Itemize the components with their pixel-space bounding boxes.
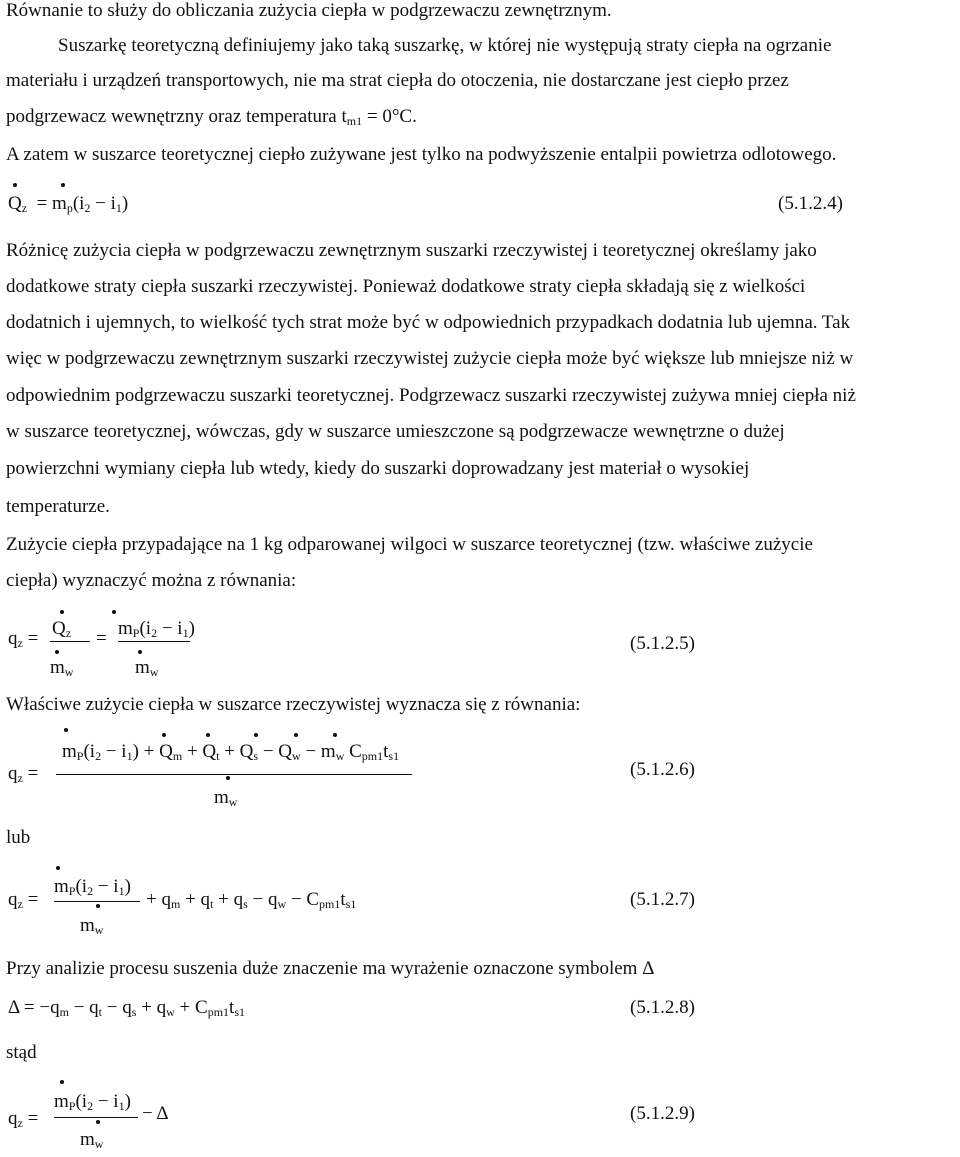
equation-number: (5.1.2.9) xyxy=(630,1103,695,1124)
connector-lub: lub xyxy=(6,827,31,848)
para1-line3: podgrzewacz wewnętrzny oraz temperatura $t_{m1} = 0^\circ C$. xyxy=(6,106,417,128)
equation-number: (5.1.2.8) xyxy=(630,997,695,1018)
equation-number: (5.1.2.5) xyxy=(630,633,695,654)
para2-line: A zatem w suszarce teoretycznej ciepło zużywane jest tylko na podwyższenie entalpii powietrza odlotowego. xyxy=(6,144,837,165)
equation-number: (5.1.2.4) xyxy=(778,193,843,214)
equation-number: (5.1.2.6) xyxy=(630,759,695,780)
para5-line: Właściwe zużycie ciepła w suszarce rzeczywistej wyznacza się z równania: xyxy=(6,694,581,715)
connector-stad: stąd xyxy=(6,1042,37,1063)
equation-number: (5.1.2.7) xyxy=(630,889,695,910)
para4-line2: ciepła) wyznaczyć można z równania: xyxy=(6,570,297,591)
para1-line2: materiału i urządzeń transportowych, nie ma strat ciepła do otoczenia, nie dostarczane jest ciepło przez xyxy=(6,70,789,91)
intro-line: Równanie to służy do obliczania zużycia ciepła w podgrzewaczu zewnętrznym. xyxy=(6,0,612,21)
para6-line: Przy analizie procesu suszenia duże znaczenie ma wyrażenie oznaczone symbolem Δ xyxy=(6,958,655,979)
para1-line1: Suszarkę teoretyczną definiujemy jako taką suszarkę, w której nie występują straty ciepła na ogrzanie xyxy=(58,35,832,56)
para4-line1: Zużycie ciepła przypadające na 1 kg odparowanej wilgoci w suszarce teoretycznej (tzw. właściwe zużycie xyxy=(6,534,813,555)
